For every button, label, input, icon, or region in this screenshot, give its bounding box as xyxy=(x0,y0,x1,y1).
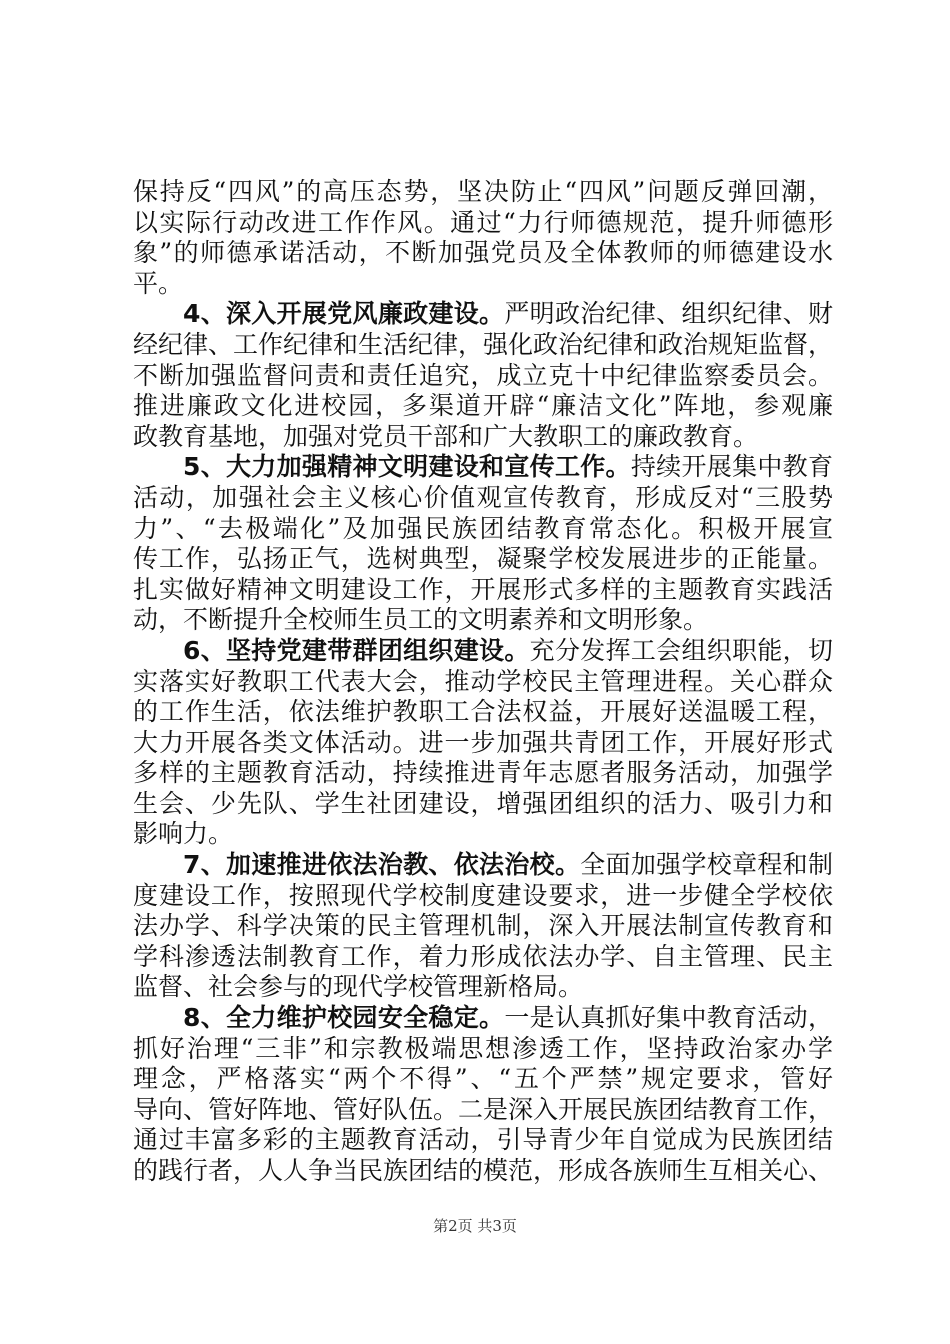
text-line xyxy=(133,972,833,1003)
section-first-line xyxy=(133,299,833,330)
text-line xyxy=(133,575,833,606)
line-text: 导向、管好阵地、管好队伍。二是深入开展民族团结教育工作， xyxy=(133,1094,834,1124)
text-line xyxy=(133,1125,833,1156)
line-text: 力”、“去极端化”及加强民族团结教育常态化。积极开展宣 xyxy=(133,513,833,543)
line-text: 经纪律、工作纪律和生活纪律，强化政治纪律和政治规矩监督， xyxy=(133,329,834,359)
text-line xyxy=(133,1156,833,1187)
line-text: 监督、社会参与的现代学校管理新格局。 xyxy=(133,972,584,1002)
section-heading: 6、坚持党建带群团组织建设。 xyxy=(183,635,530,665)
text-line xyxy=(133,1034,833,1065)
text-line xyxy=(133,238,833,269)
line-text: 政教育基地，加强对党员干部和广大教职工的廉政教育。 xyxy=(133,421,759,451)
line-text: 理念，严格落实“两个不得”、“五个严禁”规定要求，管好 xyxy=(133,1064,833,1094)
text-line xyxy=(133,208,833,239)
section-first-line xyxy=(133,850,833,881)
text-line xyxy=(133,697,833,728)
line-text: 以实际行动改进工作作风。通过“力行师德规范，提升师德形 xyxy=(133,207,833,237)
text-line xyxy=(133,667,833,698)
text-line xyxy=(133,330,833,361)
section-heading: 5、大力加强精神文明建设和宣传工作。 xyxy=(183,452,631,482)
text-line xyxy=(133,881,833,912)
line-text: 平。 xyxy=(133,268,184,298)
line-text: 全面加强学校章程和制 xyxy=(580,850,833,880)
line-text: 的践行者，人人争当民族团结的模范，形成各族师生互相关心、 xyxy=(133,1156,834,1185)
text-line xyxy=(133,361,833,392)
line-text: 活动，加强社会主义核心价值观宣传教育，形成反对“三股势 xyxy=(133,482,833,512)
line-text: 多样的主题教育活动，持续推进青年志愿者服务活动，加强学 xyxy=(133,758,833,788)
line-text: 法办学、科学决策的民主管理机制，深入开展法制宣传教育和 xyxy=(133,911,833,941)
page-footer: 第2页 共3页 xyxy=(433,1217,517,1235)
text-line xyxy=(133,819,833,850)
text-line xyxy=(133,605,833,636)
section-first-line xyxy=(133,636,833,667)
line-text: 大力开展各类文体活动。进一步加强共青团工作，开展好形式 xyxy=(133,727,833,757)
line-text: 实落实好教职工代表大会，推动学校民主管理进程。关心群众 xyxy=(133,666,833,696)
text-line xyxy=(133,1095,833,1126)
text-line xyxy=(133,483,833,514)
document-body xyxy=(133,177,833,1187)
text-line xyxy=(133,391,833,422)
line-text: 扎实做好精神文明建设工作，开展形式多样的主题教育实践活 xyxy=(133,574,833,604)
line-text: 的工作生活，依法维护教职工合法权益，开展好送温暖工程， xyxy=(133,697,833,727)
line-text: 推进廉政文化进校园，多渠道开辟“廉洁文化”阵地，参观廉 xyxy=(133,391,833,421)
text-line xyxy=(133,942,833,973)
line-text: 通过丰富多彩的主题教育活动，引导青少年自觉成为民族团结 xyxy=(133,1125,833,1155)
text-line xyxy=(133,177,833,208)
text-line xyxy=(133,1064,833,1095)
line-text: 传工作，弘扬正气，选树典型，凝聚学校发展进步的正能量。 xyxy=(133,544,833,574)
line-text: 象”的师德承诺活动，不断加强党员及全体教师的师德建设水 xyxy=(133,238,833,268)
section-heading: 8、全力维护校园安全稳定。 xyxy=(183,1003,505,1033)
text-line xyxy=(133,911,833,942)
line-text: 持续开展集中教育 xyxy=(630,452,833,482)
line-text: 充分发挥工会组织职能，切 xyxy=(529,635,833,665)
section-heading: 4、深入开展党风廉政建设。 xyxy=(183,299,505,329)
line-text: 一是认真抓好集中教育活动， xyxy=(504,1003,833,1033)
line-text: 不断加强监督问责和责任追究，成立克十中纪律监察委员会。 xyxy=(133,360,833,390)
line-text: 影响力。 xyxy=(133,819,234,849)
line-text: 保持反“四风”的高压态势，坚决防止“四风”问题反弹回潮， xyxy=(133,177,833,206)
text-line xyxy=(133,544,833,575)
line-text: 动，不断提升全校师生员工的文明素养和文明形象。 xyxy=(133,605,709,635)
text-line xyxy=(133,728,833,759)
line-text: 学科渗透法制教育工作，着力形成依法办学、自主管理、民主 xyxy=(133,941,833,971)
text-line xyxy=(133,789,833,820)
text-line xyxy=(133,269,833,300)
text-line xyxy=(133,422,833,453)
line-text: 抓好治理“三非”和宗教极端思想渗透工作，坚持政治家办学 xyxy=(133,1033,833,1063)
section-first-line xyxy=(133,1003,833,1034)
line-text: 严明政治纪律、组织纪律、财 xyxy=(504,299,833,329)
line-text: 生会、少先队、学生社团建设，增强团组织的活力、吸引力和 xyxy=(133,788,833,818)
line-text: 度建设工作，按照现代学校制度建设要求，进一步健全学校依 xyxy=(133,880,833,910)
text-line xyxy=(133,758,833,789)
section-heading: 7、加速推进依法治教、依法治校。 xyxy=(183,850,581,880)
text-line xyxy=(133,514,833,545)
section-first-line xyxy=(133,452,833,483)
